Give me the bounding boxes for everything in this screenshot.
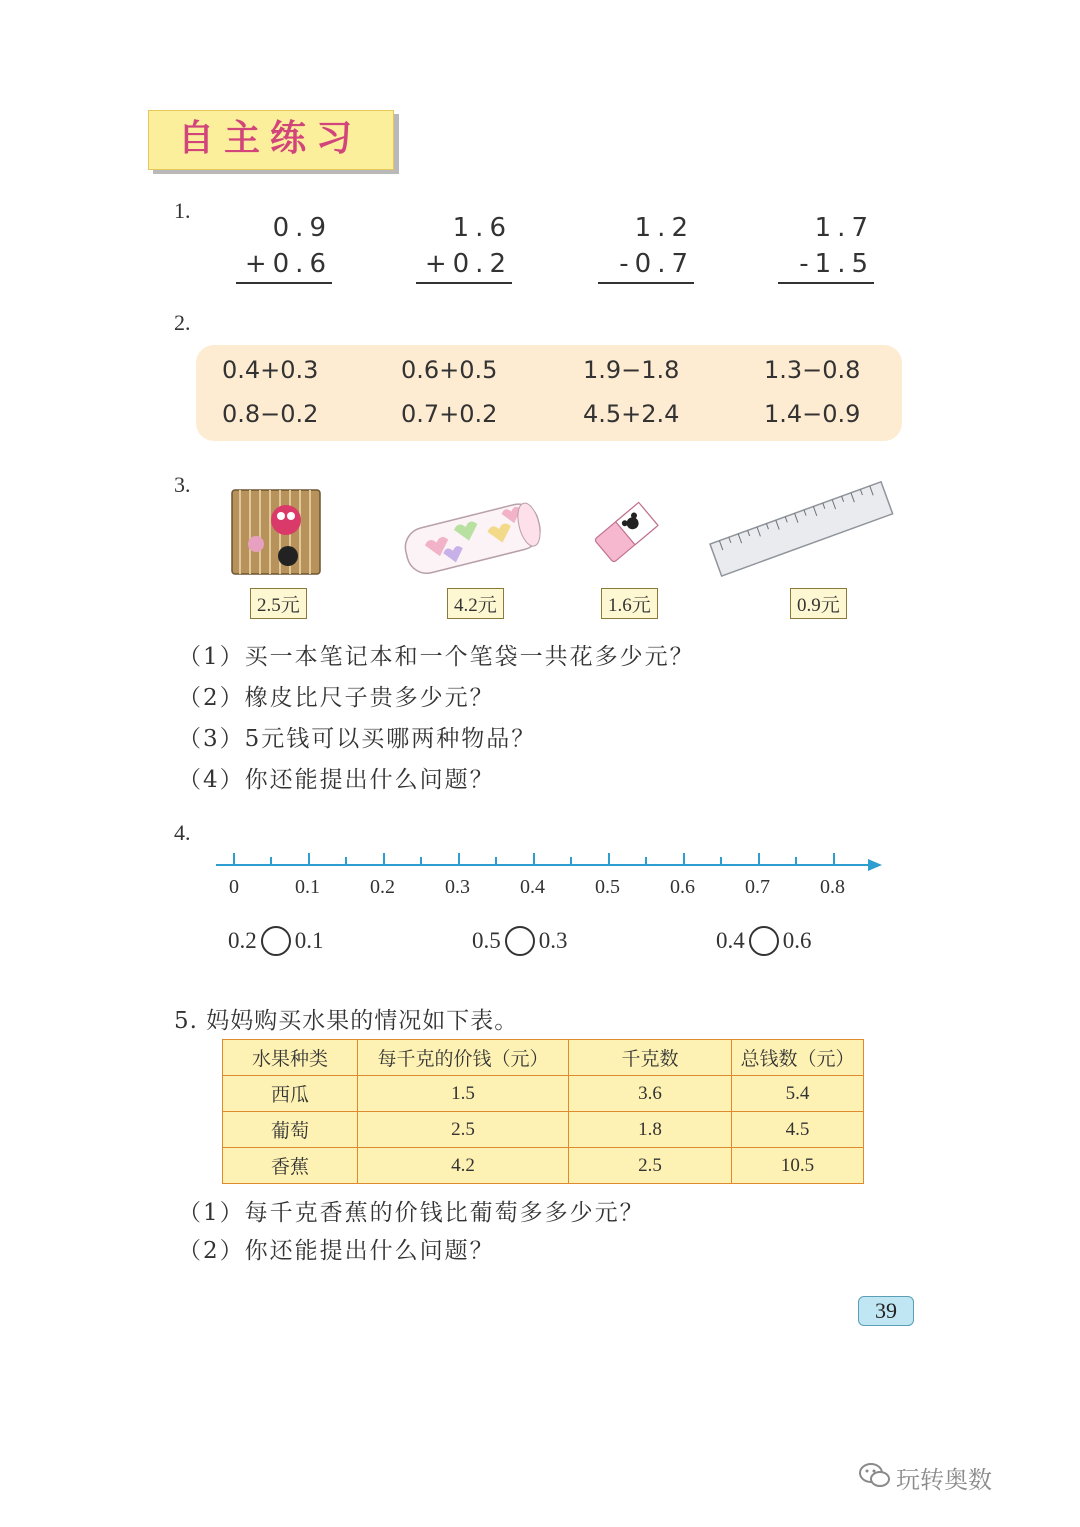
q1-p4-bottom: -1.5 — [778, 246, 874, 284]
notebook-price-tag: 2.5元 — [250, 588, 307, 619]
q1-p3-top: 1.2 — [634, 213, 694, 243]
ruler-icon — [706, 478, 896, 578]
q4-number: 4. — [174, 820, 191, 845]
table-row — [223, 1112, 864, 1148]
table-cell: 4.5 — [732, 1112, 864, 1148]
comparison-right: 0.1 — [294, 928, 324, 953]
q1-p2-top: 1.6 — [452, 213, 512, 243]
q2-expr: 0.7+0.2 — [401, 400, 498, 428]
q2-expr: 1.3−0.8 — [764, 356, 861, 384]
page-number: 39 — [858, 1296, 914, 1326]
tick-label: 0.5 — [595, 876, 620, 898]
table-header-row — [223, 1040, 864, 1076]
eraser-price-tag: 1.6元 — [601, 588, 658, 619]
comparison-right: 0.6 — [782, 928, 812, 953]
table-cell: 1.5 — [358, 1076, 569, 1112]
q2-expr: 1.4−0.9 — [764, 400, 861, 428]
q3-sub-question-4: （4）你还能提出什么问题？ — [178, 767, 495, 793]
table-header: 水果种类 — [223, 1040, 358, 1076]
q1-problem-4 — [778, 210, 874, 284]
pencil-case-icon — [394, 496, 548, 576]
fruit-table — [222, 1039, 864, 1184]
eraser-icon — [586, 494, 666, 574]
table-cell: 葡萄 — [223, 1112, 358, 1148]
answer-circle[interactable] — [505, 926, 535, 956]
q1-p4-top: 1.7 — [814, 213, 874, 243]
answer-circle[interactable] — [261, 926, 291, 956]
table-cell: 西瓜 — [223, 1076, 358, 1112]
comparison-3 — [716, 926, 812, 956]
comparison-right: 0.3 — [538, 928, 568, 953]
tick-label: 0.6 — [670, 876, 695, 898]
table-cell: 1.8 — [569, 1112, 732, 1148]
q1-number: 1. — [174, 198, 191, 223]
comparison-left: 0.4 — [716, 928, 745, 953]
q1-p1-bottom: +0.6 — [236, 246, 332, 284]
watermark-text: 玩转奥数 — [896, 1466, 992, 1494]
q1-problem-2 — [416, 210, 512, 284]
tick-label: 0.2 — [370, 876, 395, 898]
notebook-icon — [226, 484, 326, 578]
table-cell: 3.6 — [569, 1076, 732, 1112]
q1-p1-top: 0.9 — [272, 213, 332, 243]
wechat-icon — [858, 1460, 892, 1490]
table-cell: 5.4 — [732, 1076, 864, 1112]
section-title: 自主练习 — [177, 118, 362, 159]
q2-expr: 0.8−0.2 — [222, 400, 319, 428]
answer-circle[interactable] — [749, 926, 779, 956]
table-header: 总钱数（元） — [732, 1040, 864, 1076]
table-row — [223, 1076, 864, 1112]
q5-sub-question-1: （1）每千克香蕉的价钱比葡萄多多少元？ — [178, 1200, 645, 1226]
tick-label: 0 — [229, 876, 239, 898]
comparison-left: 0.5 — [472, 928, 501, 953]
tick-label: 0.7 — [745, 876, 770, 898]
table-row — [223, 1148, 864, 1184]
q3-sub-question-1: （1）买一本笔记本和一个笔袋一共花多少元？ — [178, 644, 695, 670]
ruler-price-tag: 0.9元 — [790, 588, 847, 619]
q1-p3-bottom: -0.7 — [598, 246, 694, 284]
comparison-2 — [472, 926, 568, 956]
q1-p2-bottom: +0.2 — [416, 246, 512, 284]
table-cell: 香蕉 — [223, 1148, 358, 1184]
number-line — [210, 848, 890, 878]
comparison-1 — [228, 926, 324, 956]
q2-expr: 1.9−1.8 — [583, 356, 680, 384]
q2-number: 2. — [174, 310, 191, 335]
q1-problem-3 — [598, 210, 694, 284]
q5-sub-question-2: （2）你还能提出什么问题？ — [178, 1238, 495, 1264]
table-cell: 2.5 — [569, 1148, 732, 1184]
q2-expr: 0.6+0.5 — [401, 356, 498, 384]
tick-label: 0.4 — [520, 876, 545, 898]
q1-problem-1 — [236, 210, 332, 284]
q3-sub-question-3: （3）5元钱可以买哪两种物品？ — [178, 726, 537, 752]
q5-intro: 5. 妈妈购买水果的情况如下表。 — [174, 1008, 519, 1034]
table-header: 千克数 — [569, 1040, 732, 1076]
table-cell: 10.5 — [732, 1148, 864, 1184]
table-header: 每千克的价钱（元） — [358, 1040, 569, 1076]
tick-label: 0.3 — [445, 876, 470, 898]
table-cell: 4.2 — [358, 1148, 569, 1184]
table-cell: 2.5 — [358, 1112, 569, 1148]
q3-number: 3. — [174, 472, 191, 497]
q2-expr: 0.4+0.3 — [222, 356, 319, 384]
tick-label: 0.8 — [820, 876, 845, 898]
comparison-left: 0.2 — [228, 928, 257, 953]
pencil-case-price-tag: 4.2元 — [447, 588, 504, 619]
tick-label: 0.1 — [295, 876, 320, 898]
q3-sub-question-2: （2）橡皮比尺子贵多少元？ — [178, 685, 495, 711]
q2-expr: 4.5+2.4 — [583, 400, 680, 428]
